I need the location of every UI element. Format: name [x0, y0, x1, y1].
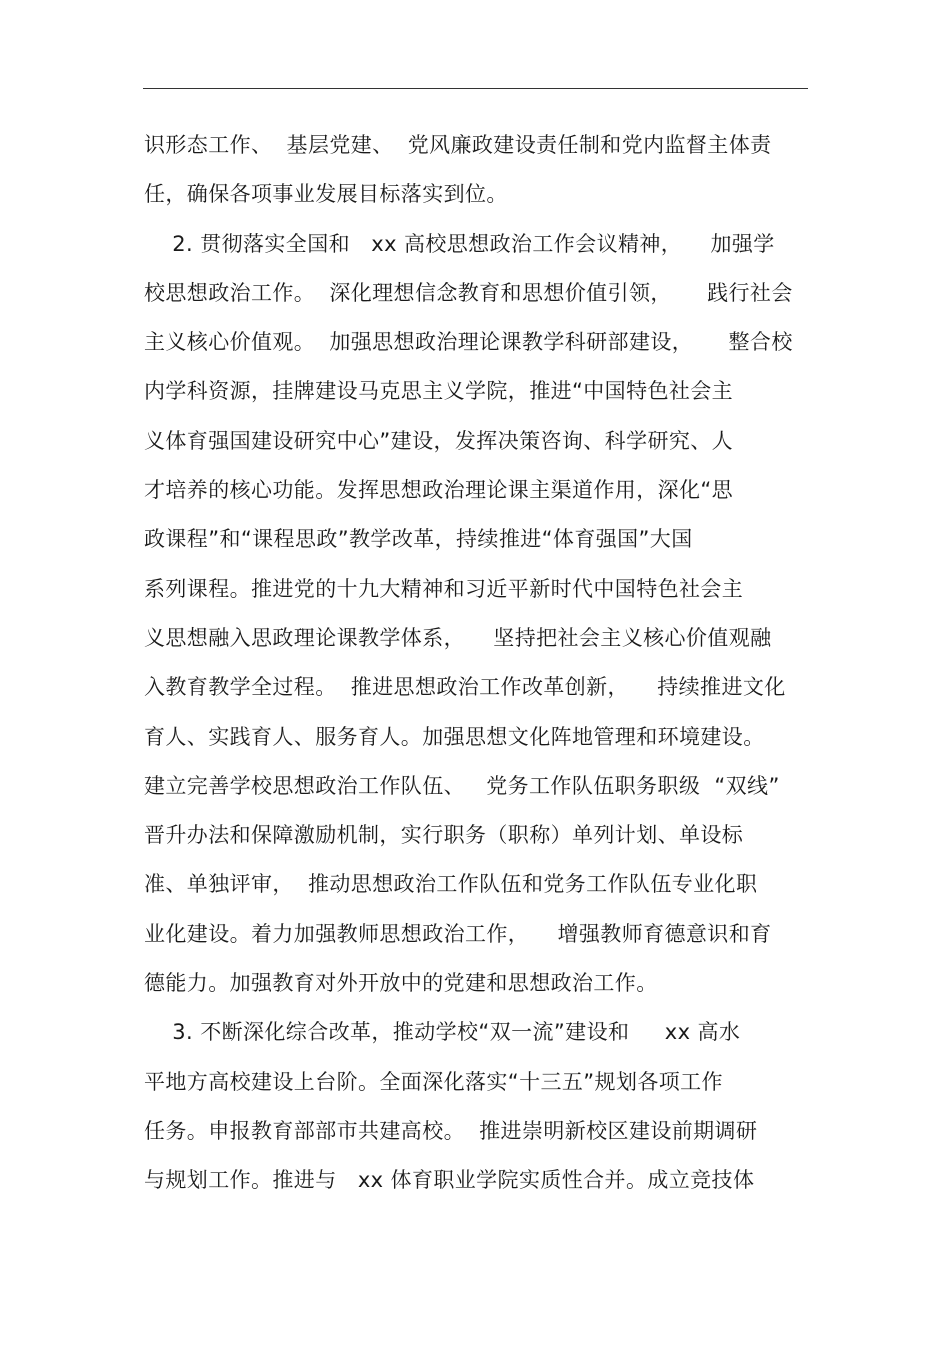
text-line: 平地方高校建设上台阶。全面深化落实“十三五”规划各项工作 [144, 1069, 723, 1094]
text-line: 建立完善学校思想政治工作队伍、 党务工作队伍职务职级 “双线” [144, 773, 780, 798]
text-line: 主义核心价值观。 加强思想政治理论课教学科研部建设， 整合校 [144, 330, 793, 355]
text-line: 与规划工作。推进与 xx 体育职业学院实质性合并。成立竞技体 [144, 1168, 755, 1193]
text-line: 2. 贯彻落实全国和 xx 高校思想政治工作会议精神， 加强学 [144, 231, 775, 256]
body-text [144, 121, 814, 1206]
text-line: 入教育教学全过程。 推进思想政治工作改革创新， 持续推进文化 [144, 675, 786, 700]
text-line: 晋升办法和保障激励机制，实行职务（职称）单列计划、单设标 [144, 823, 744, 848]
text-line: 3. 不断深化综合改革，推动学校“双一流”建设和 xx 高水 [144, 1020, 741, 1045]
text-line: 业化建设。着力加强教师思想政治工作， 增强教师育德意识和育 [144, 921, 772, 946]
text-line: 任，确保各项事业发展目标落实到位。 [144, 182, 508, 207]
text-line: 义思想融入思政理论课教学体系， 坚持把社会主义核心价值观融 [144, 625, 772, 650]
text-line: 校思想政治工作。 深化理想信念教育和思想价值引领， 践行社会 [144, 280, 793, 305]
text-line: 内学科资源，挂牌建设马克思主义学院，推进“中国特色社会主 [144, 379, 734, 404]
text-line: 德能力。加强教育对外开放中的党建和思想政治工作。 [144, 971, 658, 996]
text-line: 才培养的核心功能。发挥思想政治理论课主渠道作用，深化“思 [144, 478, 734, 503]
text-line: 系列课程。推进党的十九大精神和习近平新时代中国特色社会主 [144, 576, 744, 601]
text-line: 义体育强国建设研究中心”建设，发挥决策咨询、科学研究、人 [144, 428, 734, 453]
header-rule [143, 88, 808, 89]
text-line: 政课程”和“课程思政”教学改革，持续推进“体育强国”大国 [144, 527, 693, 552]
text-line: 任务。申报教育部部市共建高校。 推进崇明新校区建设前期调研 [144, 1118, 758, 1143]
text-line: 育人、实践育人、服务育人。加强思想文化阵地管理和环境建设。 [144, 724, 765, 749]
text-line: 识形态工作、 基层党建、 党风廉政建设责任制和党内监督主体责 [144, 133, 772, 157]
text-line: 准、单独评审， 推动思想政治工作队伍和党务工作队伍专业化职 [144, 872, 758, 897]
